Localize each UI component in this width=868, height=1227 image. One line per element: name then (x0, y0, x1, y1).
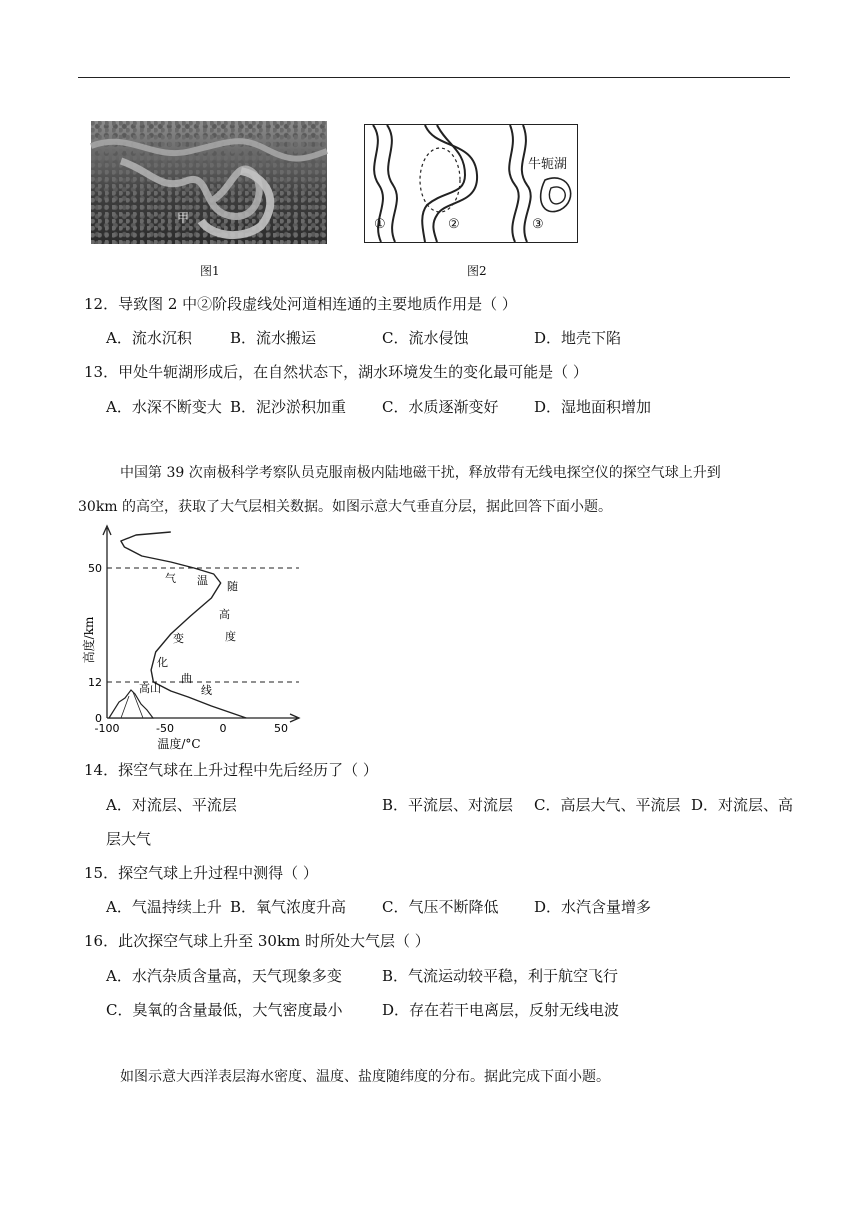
q15-option-b[interactable]: B．氧气浓度升高 (230, 898, 347, 916)
q12-option-a[interactable]: A．流水沉积 (106, 329, 192, 347)
curve-label-char-3: 高 (219, 608, 230, 621)
q15-option-d[interactable]: D．水汽含量增多 (534, 898, 652, 916)
stage-3: ③ (532, 217, 544, 232)
q12-option-c[interactable]: C．流水侵蚀 (382, 329, 469, 347)
q13-stem: 13．甲处牛轭湖形成后，在自然状态下，湖水环境发生的变化最可能是（ ） (84, 363, 588, 381)
fig2-caption: 图2 (467, 264, 487, 278)
q14-stem: 14．探空气球在上升过程中先后经历了（ ） (84, 761, 378, 779)
oxbow-diagram (364, 124, 578, 243)
y-tick-label-2: 50 (88, 562, 102, 575)
mountain-label: 高山 (139, 682, 161, 695)
q14-option-d-wrap: 层大气 (106, 830, 152, 848)
x-tick-label-2: 0 (219, 722, 227, 735)
q14-option-a[interactable]: A．对流层、平流层 (106, 796, 237, 814)
marker-jia: 甲 (177, 211, 190, 225)
q12-stem: 12．导致图 2 中②阶段虚线处河道相连通的主要地质作用是（ ） (84, 295, 517, 313)
q12-option-b[interactable]: B．流水搬运 (230, 329, 317, 347)
stage-2: ② (448, 217, 460, 232)
x-tick-label-3: 50 (274, 722, 288, 735)
q15-stem: 15．探空气球上升过程中测得（ ） (84, 864, 318, 882)
q15-option-c[interactable]: C．气压不断降低 (382, 898, 499, 916)
y-axis-title: 高度/km (82, 616, 96, 664)
y-tick-label-1: 12 (88, 676, 102, 689)
q16-option-d[interactable]: D．存在若干电离层，反射无线电波 (382, 1001, 620, 1019)
curve-label-char-6: 化 (157, 656, 168, 669)
passage1-line1: 中国第 39 次南极科学考察队员克服南极内陆地磁干扰，释放带有无线电探空仪的探空气球上升到 (120, 465, 721, 481)
q15-option-a[interactable]: A．气温持续上升 (106, 898, 222, 916)
q16-option-a[interactable]: A．水汽杂质含量高，天气现象多变 (106, 967, 342, 985)
curve-label-char-1: 温 (197, 574, 208, 587)
q13-option-d[interactable]: D．湿地面积增加 (534, 398, 652, 416)
curve-label-char-7: 曲 (181, 672, 192, 685)
q13-option-c[interactable]: C．水质逐渐变好 (382, 398, 499, 416)
x-axis-title: 温度/°C (157, 737, 201, 751)
x-tick-label-1: -50 (156, 722, 174, 735)
q14-option-d[interactable]: D．对流层、高 (691, 796, 794, 814)
stage-1: ① (374, 217, 386, 232)
q16-option-c[interactable]: C．臭氧的含量最低，大气密度最小 (106, 1001, 343, 1019)
q12-option-d[interactable]: D．地壳下陷 (534, 329, 622, 347)
curve-label-char-4: 度 (225, 630, 236, 643)
q14-option-b[interactable]: B．平流层、对流层 (382, 796, 514, 814)
meander-photo (91, 121, 327, 244)
atmosphere-chart (82, 520, 315, 755)
curve-label-char-0: 气 (165, 572, 176, 585)
passage1-line2: 30km 的高空，获取了大气层相关数据。如图示意大气垂直分层，据此回答下面小题。 (78, 499, 613, 515)
curve-label-char-8: 线 (201, 684, 212, 697)
y-tick-label-0: 0 (95, 712, 102, 725)
fig1-caption: 图1 (200, 264, 220, 278)
q16-stem: 16．此次探空气球上升至 30km 时所处大气层（ ） (84, 932, 430, 950)
oxbow-label: 牛轭湖 (528, 157, 568, 172)
q13-option-b[interactable]: B．泥沙淤积加重 (230, 398, 347, 416)
header-rule (78, 77, 790, 78)
q13-option-a[interactable]: A．水深不断变大 (106, 398, 222, 416)
x-tick-label-0: -100 (94, 722, 120, 735)
curve-label-char-5: 变 (173, 632, 184, 645)
q16-option-b[interactable]: B．气流运动较平稳，利于航空飞行 (382, 967, 619, 985)
chart-svg (82, 520, 315, 755)
curve-label-char-2: 随 (227, 580, 238, 593)
q14-option-c[interactable]: C．高层大气、平流层 (534, 796, 681, 814)
passage2-line1: 如图示意大西洋表层海水密度、温度、盐度随纬度的分布。据此完成下面小题。 (120, 1069, 610, 1085)
